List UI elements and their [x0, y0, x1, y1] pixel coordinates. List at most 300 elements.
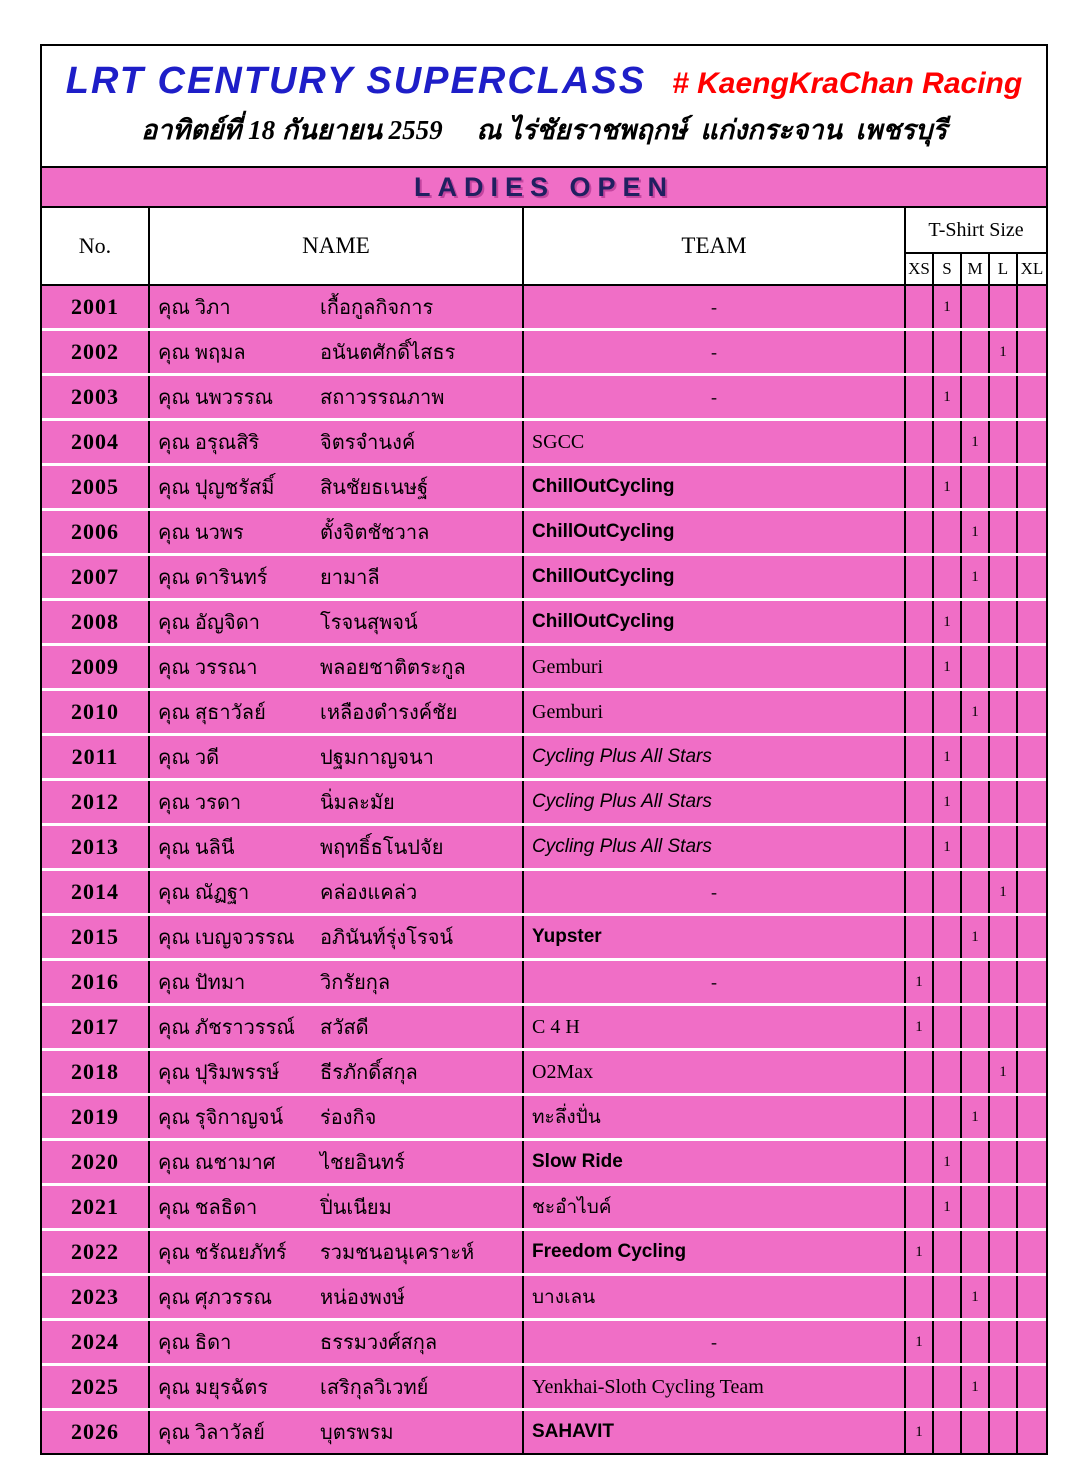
- size-cell-l: 1: [990, 331, 1018, 373]
- size-cell-m: [962, 1231, 990, 1273]
- rider-number: 2003: [42, 376, 150, 418]
- rider-number: 2023: [42, 1276, 150, 1318]
- size-cell-xs: 1: [906, 1006, 934, 1048]
- rider-first-name: คุณ ณัฏฐา: [158, 882, 250, 904]
- table-row: [42, 781, 1046, 823]
- size-cell-l: [990, 421, 1018, 463]
- size-cell-m: [962, 466, 990, 508]
- rider-number: 2019: [42, 1096, 150, 1138]
- rider-team: -: [524, 871, 906, 913]
- rider-first-name: คุณ ปัทมา: [158, 972, 246, 994]
- rider-number: 2004: [42, 421, 150, 463]
- rider-team: ChillOutCycling: [524, 556, 906, 598]
- rider-number: 2008: [42, 601, 150, 643]
- rider-first-name: คุณ มยุรฉัตร: [158, 1377, 268, 1399]
- size-cell-s: 1: [934, 286, 962, 328]
- size-cell-l: [990, 1096, 1018, 1138]
- size-cell-m: [962, 646, 990, 688]
- size-cell-xs: [906, 376, 934, 418]
- size-cell-l: 1: [990, 871, 1018, 913]
- rider-team: -: [524, 1321, 906, 1363]
- rider-number: 2009: [42, 646, 150, 688]
- rider-last-name: เสริกุลวิเวทย์: [320, 1377, 429, 1399]
- size-cell-s: 1: [934, 1186, 962, 1228]
- table-row: [42, 1141, 1046, 1183]
- rider-name: [150, 511, 524, 553]
- size-cell-s: [934, 511, 962, 553]
- table-header: [42, 208, 1046, 286]
- size-cell-m: [962, 1186, 990, 1228]
- size-cell-xl: [1018, 691, 1046, 733]
- rider-team: O2Max: [524, 1051, 906, 1093]
- size-cell-xs: [906, 1366, 934, 1408]
- size-cell-s: 1: [934, 1141, 962, 1183]
- rider-team: -: [524, 376, 906, 418]
- size-cell-l: [990, 781, 1018, 823]
- size-cell-l: [990, 511, 1018, 553]
- rider-name: [150, 1006, 524, 1048]
- column-header-size-xl: XL: [1020, 259, 1044, 278]
- rider-first-name: คุณ สุธาวัลย์: [158, 702, 266, 724]
- column-header-size-xs: XS: [906, 254, 934, 284]
- rider-name: [150, 1096, 524, 1138]
- rider-name: [150, 736, 524, 778]
- size-cell-l: [990, 1231, 1018, 1273]
- size-cell-xl: [1018, 1231, 1046, 1273]
- size-cell-m: [962, 1051, 990, 1093]
- rider-first-name: คุณ อรุณสิริ: [158, 432, 260, 454]
- rider-team: ทะลึ่งปั่น: [524, 1096, 906, 1138]
- rider-first-name: คุณ วรรณา: [158, 657, 258, 679]
- column-header-name: NAME: [150, 208, 524, 284]
- rider-name: [150, 916, 524, 958]
- size-cell-s: [934, 691, 962, 733]
- size-cell-xl: [1018, 646, 1046, 688]
- rider-team: Cycling Plus All Stars: [524, 736, 906, 778]
- table-row: [42, 1051, 1046, 1093]
- size-cell-xs: 1: [906, 1411, 934, 1453]
- size-cell-xl: [1018, 466, 1046, 508]
- table-row: [42, 1096, 1046, 1138]
- rider-number: 2001: [42, 286, 150, 328]
- size-cell-l: [990, 826, 1018, 868]
- size-cell-xs: [906, 511, 934, 553]
- rider-first-name: คุณ ดารินทร์: [158, 567, 268, 589]
- size-cell-xs: [906, 916, 934, 958]
- rider-first-name: คุณ นพวรรณ: [158, 387, 274, 409]
- size-cell-s: [934, 916, 962, 958]
- table-body: [42, 286, 1046, 1453]
- rider-name: [150, 376, 524, 418]
- rider-number: 2002: [42, 331, 150, 373]
- rider-last-name: เหลืองดำรงค์ชัย: [320, 702, 458, 724]
- size-cell-m: [962, 1321, 990, 1363]
- rider-last-name: ไชยอินทร์: [320, 1152, 405, 1174]
- column-header-no: No.: [42, 208, 150, 284]
- size-cell-s: 1: [934, 736, 962, 778]
- rider-last-name: พฤทธิ์ธโนปจัย: [320, 837, 444, 859]
- size-cell-l: [990, 601, 1018, 643]
- rider-name: [150, 691, 524, 733]
- size-cell-xs: 1: [906, 1231, 934, 1273]
- table-row: [42, 646, 1046, 688]
- size-cell-m: [962, 601, 990, 643]
- size-cell-m: [962, 961, 990, 1003]
- size-cell-xl: [1018, 1186, 1046, 1228]
- rider-number: 2012: [42, 781, 150, 823]
- size-cell-m: 1: [962, 421, 990, 463]
- size-cell-xl: [1018, 871, 1046, 913]
- size-cell-m: [962, 1411, 990, 1453]
- size-cell-l: [990, 466, 1018, 508]
- rider-first-name: คุณ อัญจิดา: [158, 612, 260, 634]
- size-cell-xs: [906, 601, 934, 643]
- size-cell-m: [962, 781, 990, 823]
- size-cell-l: [990, 1141, 1018, 1183]
- size-cell-m: [962, 286, 990, 328]
- rider-name: [150, 1141, 524, 1183]
- table-row: [42, 1321, 1046, 1363]
- size-cell-xl: [1018, 556, 1046, 598]
- size-cell-xl: [1018, 1411, 1046, 1453]
- rider-team: บางเลน: [524, 1276, 906, 1318]
- size-cell-m: 1: [962, 916, 990, 958]
- size-cell-l: [990, 286, 1018, 328]
- event-title-main: LRT CENTURY SUPERCLASS: [65, 59, 647, 102]
- size-cell-s: 1: [934, 466, 962, 508]
- size-cell-l: 1: [990, 1051, 1018, 1093]
- table-row: [42, 1276, 1046, 1318]
- size-cell-s: [934, 1231, 962, 1273]
- category-banner: [42, 166, 1046, 208]
- size-cell-m: 1: [962, 1366, 990, 1408]
- size-letter-row: [906, 254, 1046, 284]
- rider-name: [150, 781, 524, 823]
- size-cell-m: 1: [962, 511, 990, 553]
- size-cell-xl: [1018, 1051, 1046, 1093]
- rider-last-name: วิกรัยกุล: [320, 972, 391, 994]
- rider-name: [150, 871, 524, 913]
- size-cell-m: [962, 1006, 990, 1048]
- size-cell-xs: [906, 556, 934, 598]
- rider-first-name: คุณ วิลาวัลย์: [158, 1422, 265, 1444]
- rider-name: [150, 1186, 524, 1228]
- rider-name: [150, 826, 524, 868]
- size-cell-xl: [1018, 916, 1046, 958]
- table-row: [42, 736, 1046, 778]
- rider-name: [150, 1276, 524, 1318]
- rider-number: 2013: [42, 826, 150, 868]
- rider-number: 2007: [42, 556, 150, 598]
- rider-team: -: [524, 331, 906, 373]
- rider-name: [150, 556, 524, 598]
- size-cell-s: [934, 556, 962, 598]
- size-cell-xs: [906, 1186, 934, 1228]
- rider-number: 2026: [42, 1411, 150, 1453]
- rider-last-name: โรจนสุพจน์: [320, 612, 418, 634]
- rider-last-name: จิตรจำนงค์: [320, 432, 416, 454]
- rider-name: [150, 286, 524, 328]
- size-cell-xs: [906, 691, 934, 733]
- rider-first-name: คุณ ภัชราวรรณ์: [158, 1017, 295, 1039]
- table-row: [42, 916, 1046, 958]
- size-cell-l: [990, 1186, 1018, 1228]
- size-cell-l: [990, 646, 1018, 688]
- table-row: [42, 466, 1046, 508]
- size-cell-s: [934, 1366, 962, 1408]
- rider-last-name: ยามาลี: [320, 567, 380, 589]
- size-cell-l: [990, 1006, 1018, 1048]
- size-cell-xs: [906, 1051, 934, 1093]
- rider-name: [150, 331, 524, 373]
- rider-first-name: คุณ นลินี: [158, 837, 235, 859]
- size-cell-xl: [1018, 781, 1046, 823]
- size-cell-xs: [906, 286, 934, 328]
- size-cell-xl: [1018, 1366, 1046, 1408]
- size-cell-xs: [906, 826, 934, 868]
- rider-number: 2021: [42, 1186, 150, 1228]
- size-cell-s: [934, 1006, 962, 1048]
- rider-name: [150, 421, 524, 463]
- rider-last-name: อนันตศักดิ์ไสธร: [320, 342, 456, 364]
- table-row: [42, 871, 1046, 913]
- size-cell-l: [990, 736, 1018, 778]
- rider-last-name: สวัสดี: [320, 1017, 369, 1039]
- size-cell-s: [934, 961, 962, 1003]
- size-cell-l: [990, 916, 1018, 958]
- size-cell-s: [934, 1051, 962, 1093]
- size-cell-m: 1: [962, 1096, 990, 1138]
- table-row: [42, 961, 1046, 1003]
- column-header-size-s: S: [934, 254, 962, 284]
- size-cell-s: [934, 421, 962, 463]
- rider-last-name: สถาวรรณภาพ: [320, 387, 445, 409]
- size-cell-s: [934, 1321, 962, 1363]
- rider-first-name: คุณ ธิดา: [158, 1332, 232, 1354]
- rider-first-name: คุณ นวพร: [158, 522, 244, 544]
- size-cell-m: [962, 376, 990, 418]
- size-cell-xl: [1018, 826, 1046, 868]
- rider-last-name: ปิ่นเนียม: [320, 1197, 392, 1219]
- size-cell-l: [990, 961, 1018, 1003]
- size-cell-l: [990, 556, 1018, 598]
- size-cell-l: [990, 1321, 1018, 1363]
- size-cell-l: [990, 376, 1018, 418]
- rider-team: ChillOutCycling: [524, 601, 906, 643]
- category-banner-label: LADIES OPEN: [413, 171, 675, 202]
- rider-number: 2010: [42, 691, 150, 733]
- rider-name: [150, 466, 524, 508]
- size-cell-xs: [906, 1276, 934, 1318]
- rider-name: [150, 1051, 524, 1093]
- event-title: [65, 59, 1023, 102]
- size-cell-xl: [1018, 286, 1046, 328]
- rider-first-name: คุณ ชรัณยภัทร์: [158, 1242, 287, 1264]
- size-cell-s: [934, 331, 962, 373]
- size-cell-m: 1: [962, 556, 990, 598]
- rider-name: [150, 1321, 524, 1363]
- size-cell-s: 1: [934, 781, 962, 823]
- rider-number: 2016: [42, 961, 150, 1003]
- table-row: [42, 421, 1046, 463]
- rider-last-name: ปฐมกาญจนา: [320, 747, 434, 769]
- rider-number: 2022: [42, 1231, 150, 1273]
- table-row: [42, 826, 1046, 868]
- rider-first-name: คุณ รุจิกาญจน์: [158, 1107, 284, 1129]
- rider-team: ChillOutCycling: [524, 466, 906, 508]
- table-row: [42, 1006, 1046, 1048]
- size-cell-xl: [1018, 1321, 1046, 1363]
- size-cell-m: [962, 331, 990, 373]
- rider-team: Yenkhai-Sloth Cycling Team: [524, 1366, 906, 1408]
- table-row: [42, 376, 1046, 418]
- rider-first-name: คุณ ปุญชรัสมิ์: [158, 477, 275, 499]
- rider-last-name: รวมชนอนุเคราะห์: [320, 1242, 475, 1264]
- size-cell-xl: [1018, 736, 1046, 778]
- rider-first-name: คุณ ชลธิดา: [158, 1197, 258, 1219]
- size-cell-xs: 1: [906, 961, 934, 1003]
- rider-number: 2011: [42, 736, 150, 778]
- rider-team: ชะอำไบค์: [524, 1186, 906, 1228]
- event-date-venue: อาทิตย์ที่ 18 กันยายน 2559 ณ ไร่ชัยราชพฤกษ์ แก่งกระจาน เพชรบุรี: [141, 114, 947, 145]
- rider-number: 2017: [42, 1006, 150, 1048]
- size-cell-m: 1: [962, 1276, 990, 1318]
- rider-number: 2024: [42, 1321, 150, 1363]
- table-row: [42, 691, 1046, 733]
- size-cell-xs: [906, 466, 934, 508]
- size-cell-l: [990, 1366, 1018, 1408]
- size-cell-xs: [906, 1141, 934, 1183]
- rider-number: 2020: [42, 1141, 150, 1183]
- rider-number: 2018: [42, 1051, 150, 1093]
- rider-last-name: สินชัยธเนษฐ์: [320, 477, 429, 499]
- rider-number: 2025: [42, 1366, 150, 1408]
- rider-last-name: เกื้อกูลกิจการ: [320, 297, 434, 319]
- size-cell-xl: [1018, 1006, 1046, 1048]
- table-row: [42, 556, 1046, 598]
- rider-last-name: นิ่มละมัย: [320, 792, 395, 814]
- rider-last-name: หน่องพงษ์: [320, 1287, 405, 1309]
- size-cell-m: [962, 871, 990, 913]
- rider-team: Yupster: [524, 916, 906, 958]
- rider-name: [150, 1366, 524, 1408]
- rider-number: 2005: [42, 466, 150, 508]
- rider-name: [150, 1231, 524, 1273]
- table-row: [42, 1231, 1046, 1273]
- rider-team: C 4 H: [524, 1006, 906, 1048]
- size-cell-xl: [1018, 376, 1046, 418]
- rider-first-name: คุณ พฤมล: [158, 342, 246, 364]
- size-cell-s: [934, 1411, 962, 1453]
- rider-number: 2015: [42, 916, 150, 958]
- rider-team: Freedom Cycling: [524, 1231, 906, 1273]
- rider-team: SGCC: [524, 421, 906, 463]
- size-cell-s: 1: [934, 376, 962, 418]
- rider-team: -: [524, 286, 906, 328]
- rider-name: [150, 601, 524, 643]
- event-title-hashtag: # KaengKraChan Racing: [672, 66, 1023, 100]
- table-row: [42, 1366, 1046, 1408]
- rider-first-name: คุณ ณชามาศ: [158, 1152, 276, 1174]
- rider-name: [150, 646, 524, 688]
- table-row: [42, 331, 1046, 373]
- rider-last-name: ธรรมวงศ์สกุล: [320, 1332, 438, 1354]
- size-cell-xs: [906, 646, 934, 688]
- rider-first-name: คุณ วรดา: [158, 792, 242, 814]
- size-cell-xl: [1018, 1276, 1046, 1318]
- rider-name: [150, 961, 524, 1003]
- rider-first-name: คุณ ปุริมพรรษ์: [158, 1062, 280, 1084]
- rider-team: Slow Ride: [524, 1141, 906, 1183]
- column-header-team: TEAM: [524, 208, 906, 284]
- table-row: [42, 1186, 1046, 1228]
- table-row: [42, 601, 1046, 643]
- size-cell-xs: [906, 1096, 934, 1138]
- size-cell-s: 1: [934, 826, 962, 868]
- rider-team: ChillOutCycling: [524, 511, 906, 553]
- size-cell-s: [934, 1096, 962, 1138]
- size-cell-l: [990, 691, 1018, 733]
- size-cell-xl: [1018, 1141, 1046, 1183]
- table-row: [42, 286, 1046, 328]
- size-cell-s: [934, 871, 962, 913]
- rider-team: SAHAVIT: [524, 1411, 906, 1453]
- rider-first-name: คุณ ศุภวรรณ: [158, 1287, 273, 1309]
- size-cell-m: [962, 736, 990, 778]
- size-cell-xs: 1: [906, 1321, 934, 1363]
- size-cell-xl: [1018, 511, 1046, 553]
- size-cell-l: [990, 1411, 1018, 1453]
- rider-last-name: พลอยชาติตระกูล: [320, 657, 466, 679]
- rider-team: -: [524, 961, 906, 1003]
- column-header-tshirt: T-Shirt Size: [906, 208, 1046, 254]
- rider-first-name: คุณ วิภา: [158, 297, 231, 319]
- rider-last-name: ร่องกิจ: [320, 1107, 377, 1129]
- size-cell-m: 1: [962, 691, 990, 733]
- size-cell-s: 1: [934, 646, 962, 688]
- size-cell-s: [934, 1276, 962, 1318]
- rider-last-name: ธีรภักดิ์สกุล: [320, 1062, 418, 1084]
- size-cell-xs: [906, 421, 934, 463]
- rider-last-name: อภินันท์รุ่งโรจน์: [320, 927, 454, 949]
- size-cell-xl: [1018, 601, 1046, 643]
- rider-first-name: คุณ เบญจวรรณ: [158, 927, 295, 949]
- size-cell-xs: [906, 781, 934, 823]
- size-cell-xs: [906, 736, 934, 778]
- registration-sheet: [40, 44, 1048, 1455]
- column-header-tshirt-group: [906, 208, 1046, 284]
- size-cell-xl: [1018, 331, 1046, 373]
- size-cell-xl: [1018, 961, 1046, 1003]
- rider-number: 2006: [42, 511, 150, 553]
- rider-last-name: บุตรพรม: [320, 1422, 394, 1444]
- size-cell-m: [962, 826, 990, 868]
- rider-team: Gemburi: [524, 691, 906, 733]
- table-row: [42, 511, 1046, 553]
- size-cell-xs: [906, 871, 934, 913]
- table-row: [42, 1411, 1046, 1453]
- rider-last-name: ตั้งจิตชัชวาล: [320, 522, 430, 544]
- column-header-size-l: L: [990, 254, 1018, 284]
- rider-team: Cycling Plus All Stars: [524, 781, 906, 823]
- rider-name: [150, 1411, 524, 1453]
- size-cell-s: 1: [934, 601, 962, 643]
- rider-last-name: คล่องแคล่ว: [320, 882, 418, 904]
- rider-team: Cycling Plus All Stars: [524, 826, 906, 868]
- size-cell-xl: [1018, 1096, 1046, 1138]
- rider-number: 2014: [42, 871, 150, 913]
- header: [42, 46, 1046, 166]
